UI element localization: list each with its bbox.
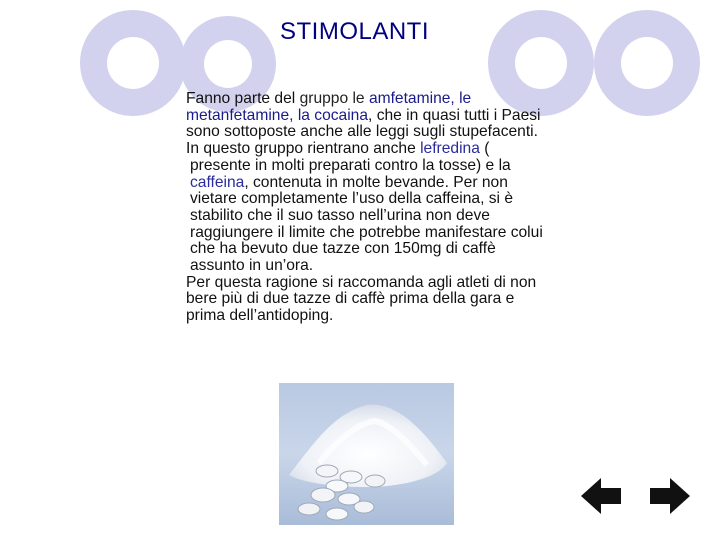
slide-body (186, 91, 546, 325)
paragraph-2-text-a: In questo gruppo rientrano anche (186, 140, 421, 158)
keyword-caffeina: caffeina (190, 173, 245, 191)
paragraph-1-text-b: gruppo le (299, 90, 369, 107)
paragraph-1 (186, 91, 546, 141)
paragraph-2-text-b: ( presente in molti preparati contro la tosse) e la (190, 140, 511, 174)
slide-title: STIMOLANTI (280, 18, 430, 45)
paragraph-2-text-c: , contenuta in molte bevande. Per non vietare completamente l’uso della caffeina, si è stabilito che il suo tasso nell’urina non deve raggiungere il limite che potrebbe manifestare colui che ha bevuto due tazze con 150mg di caffè assunto in un’ora. (190, 173, 543, 275)
arrow-right-icon[interactable] (646, 476, 694, 516)
decorative-ring (80, 10, 186, 116)
paragraph-1-text-a: Fanno parte del (186, 90, 300, 107)
paragraph-2 (186, 140, 546, 275)
paragraph-3: Per questa ragione si raccomanda agli atleti di non bere più di due tazze di caffè prima della gara e prima dell’antidoping. (186, 273, 537, 325)
pills-powder-photo (279, 383, 454, 525)
decorative-ring (594, 10, 700, 116)
paragraph-1-text-c: , che in quasi tutti i Paesi sono sottoposte anche alle leggi sugli stupefacenti. (186, 106, 541, 141)
keyword-efedrina: lefredina (420, 140, 480, 158)
arrow-left-icon[interactable] (577, 476, 625, 516)
keyword-stimulants: amfetamine, le metanfetamine, la cocaina (186, 90, 472, 124)
